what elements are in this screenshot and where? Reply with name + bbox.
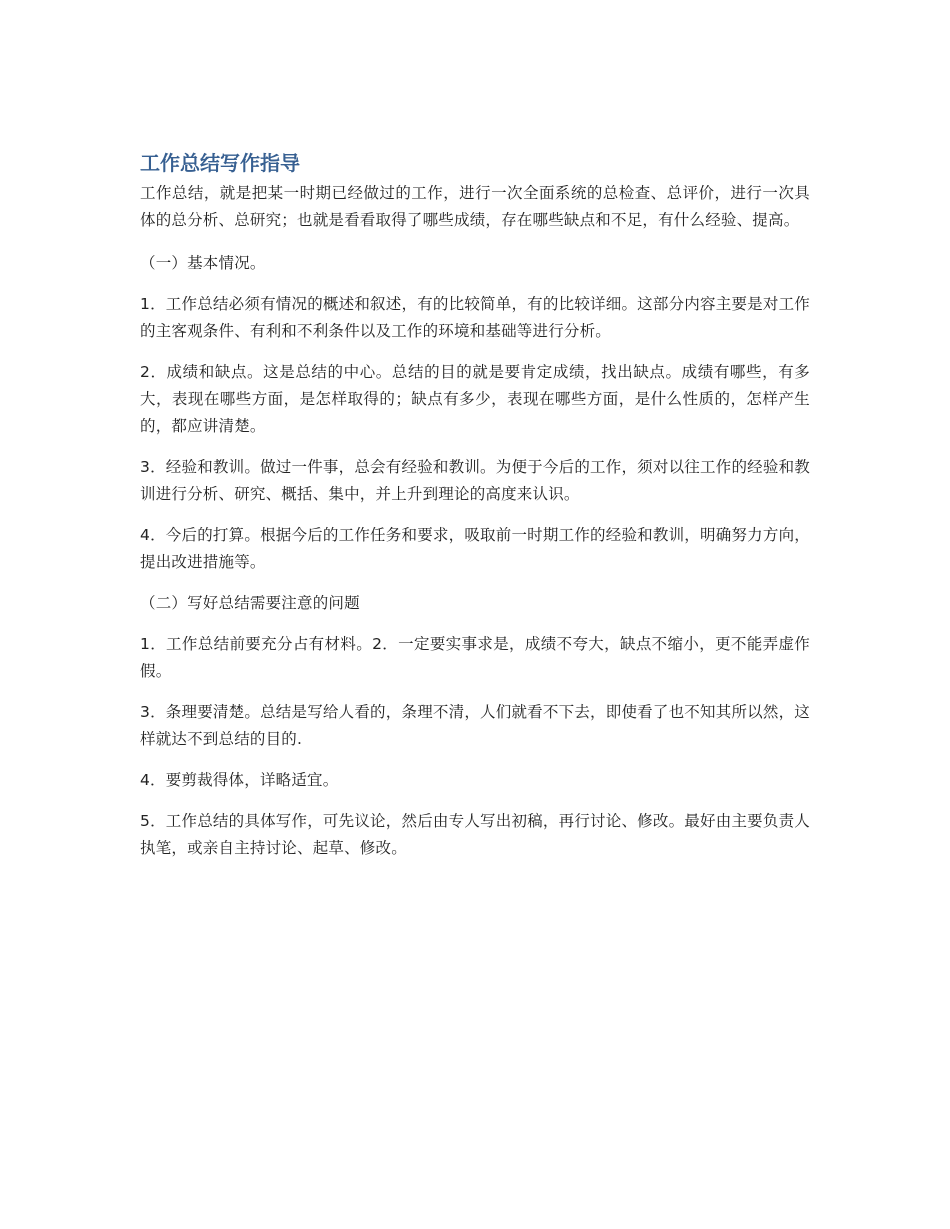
- paragraph-note-3: 3．条理要清楚。总结是写给人看的，条理不清，人们就看不下去，即使看了也不知其所以然，这样就达不到总结的目的.: [140, 703, 810, 748]
- paragraph-note-1-2: 1．工作总结前要充分占有材料。2．一定要实事求是，成绩不夸大，缺点不缩小，更不能弄虚作假。: [140, 635, 810, 680]
- paragraph-note-4: 4．要剪裁得体，详略适宜。: [140, 771, 339, 789]
- intro-paragraph: 工作总结，就是把某一时期已经做过的工作，进行一次全面系统的总检查、总评价，进行一次具体的总分析、总研究；也就是看看取得了哪些成绩，存在哪些缺点和不足，有什么经验、提高。: [140, 184, 810, 229]
- paragraph-item-2: 2．成绩和缺点。这是总结的中心。总结的目的就是要肯定成绩，找出缺点。成绩有哪些，有多大，表现在哪些方面，是怎样取得的；缺点有多少，表现在哪些方面，是什么性质的，怎样产生的，都应讲清楚。: [140, 363, 810, 435]
- document-page: [140, 148, 810, 876]
- section-heading-notes: （二）写好总结需要注意的问题: [140, 594, 360, 612]
- paragraph-item-3: 3．经验和教训。做过一件事，总会有经验和教训。为便于今后的工作，须对以往工作的经验和教训进行分析、研究、概括、集中，并上升到理论的高度来认识。: [140, 458, 810, 503]
- document-title: 工作总结写作指导: [140, 151, 300, 175]
- paragraph-item-1: 1．工作总结必须有情况的概述和叙述，有的比较简单，有的比较详细。这部分内容主要是对工作的主客观条件、有利和不利条件以及工作的环境和基础等进行分析。: [140, 295, 810, 340]
- paragraph-item-4: 4．今后的打算。根据今后的工作任务和要求，吸取前一时期工作的经验和教训，明确努力方向，提出改进措施等。: [140, 526, 810, 571]
- paragraph-note-5: 5．工作总结的具体写作，可先议论，然后由专人写出初稿，再行讨论、修改。最好由主要负责人执笔，或亲自主持讨论、起草、修改。: [140, 812, 810, 857]
- section-heading-basic-situation: （一）基本情况。: [140, 254, 266, 272]
